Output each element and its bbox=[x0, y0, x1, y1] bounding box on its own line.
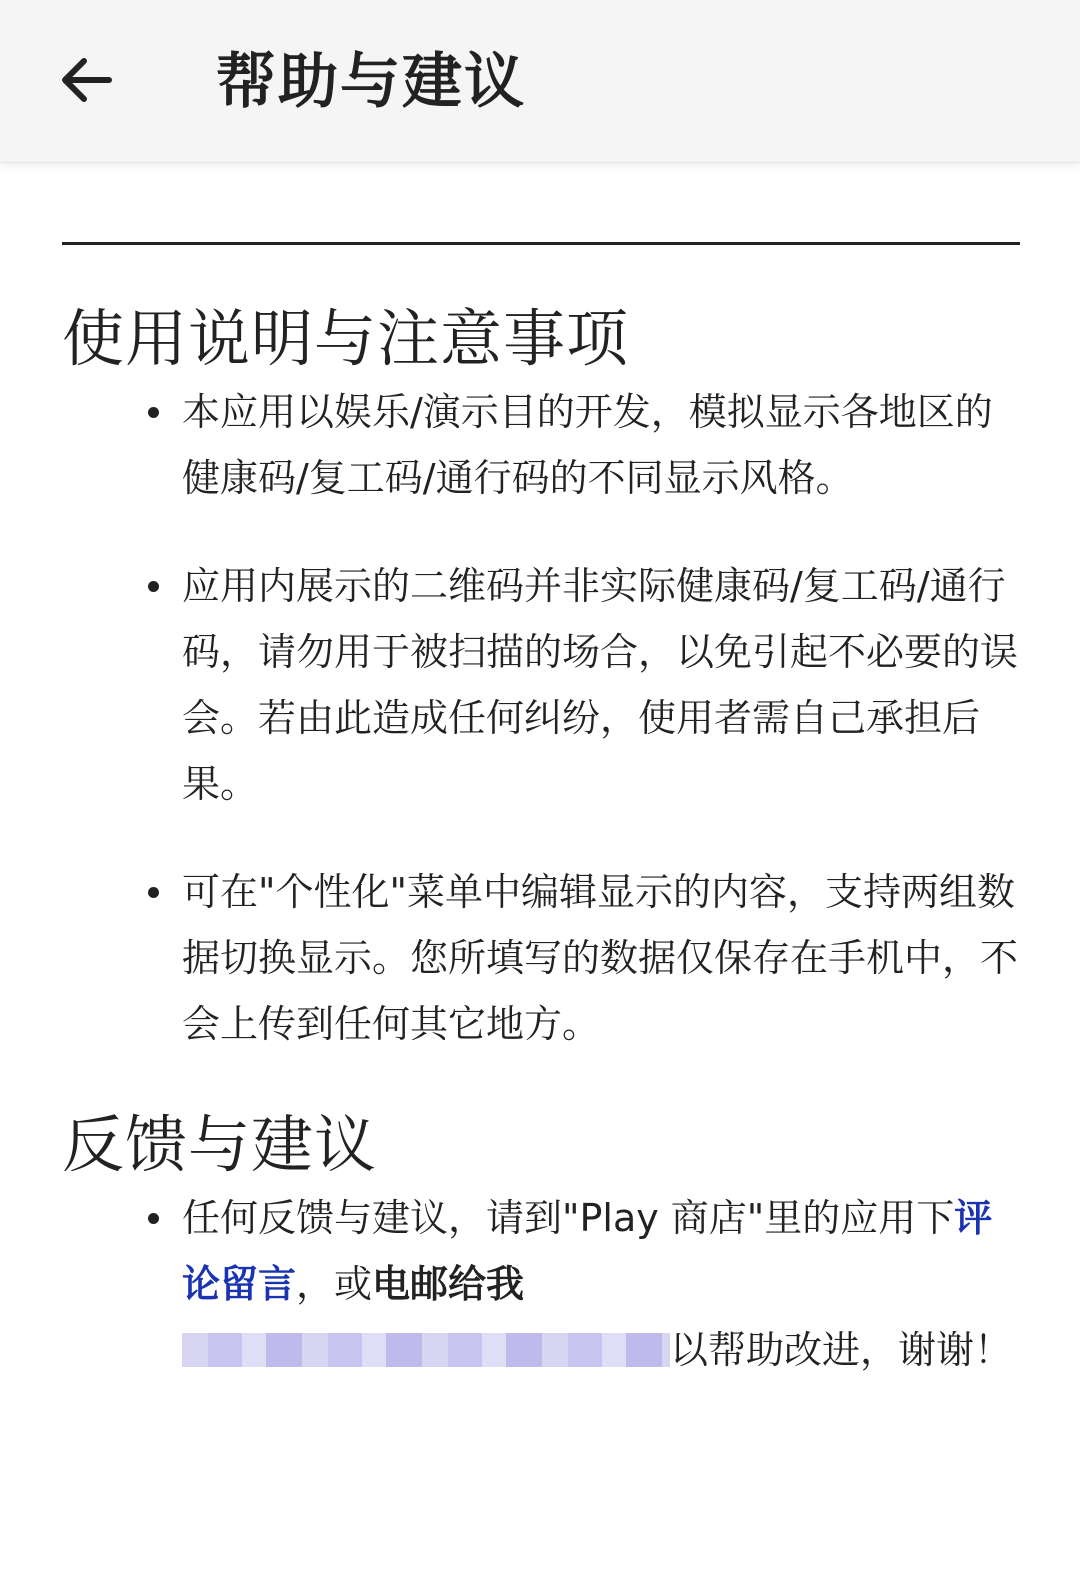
usage-section-heading: 使用说明与注意事项 bbox=[62, 302, 630, 375]
list-item: 可在"个性化"菜单中编辑显示的内容，支持两组数据切换显示。您所填写的数据仅保存在手机中，不会上传到任何其它地方。 bbox=[182, 859, 1020, 1057]
usage-list bbox=[62, 379, 1020, 1057]
page-title: 帮助与建议 bbox=[216, 47, 526, 117]
back-button[interactable] bbox=[50, 42, 122, 118]
feedback-separator: ，或 bbox=[296, 1262, 373, 1306]
divider bbox=[62, 242, 1020, 245]
feedback-section-heading: 反馈与建议 bbox=[62, 1108, 378, 1181]
feedback-list bbox=[62, 1185, 1020, 1383]
list-item: 本应用以娱乐/演示目的开发，模拟显示各地区的健康码/复工码/通行码的不同显示风格。 bbox=[182, 379, 1020, 511]
list-item: 应用内展示的二维码并非实际健康码/复工码/通行码，请勿用于被扫描的场合，以免引起不必要的误会。若由此造成任何纠纷，使用者需自己承担后果。 bbox=[182, 553, 1020, 817]
review-link[interactable]: 评论留言 bbox=[182, 1196, 993, 1306]
arrow-left-icon bbox=[60, 57, 112, 103]
list-item bbox=[182, 1185, 1020, 1383]
feedback-intro: 任何反馈与建议，请到"Play 商店"里的应用下 bbox=[182, 1196, 955, 1240]
help-content bbox=[62, 172, 1020, 1383]
redacted-email[interactable] bbox=[182, 1333, 670, 1367]
email-label: 电邮给我 bbox=[372, 1262, 525, 1306]
feedback-outro: 以帮助改进，谢谢！ bbox=[670, 1328, 1013, 1372]
app-bar bbox=[0, 0, 1080, 163]
